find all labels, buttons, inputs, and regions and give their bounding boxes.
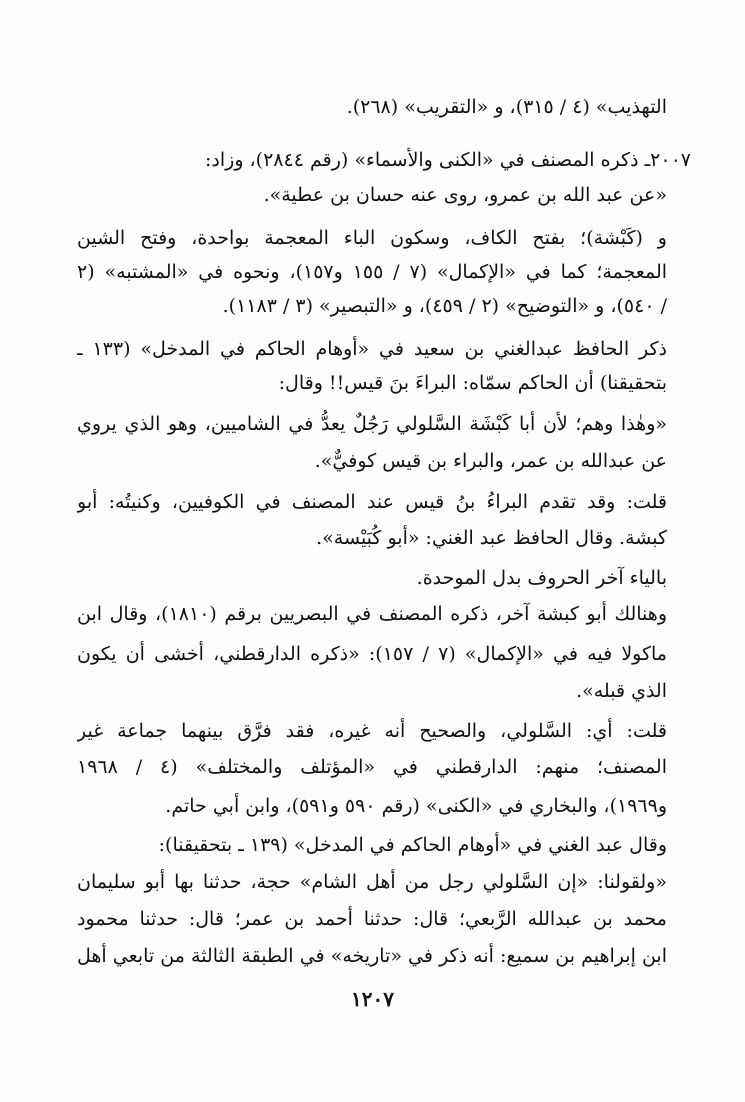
text-line: التهذيب» (٤ / ٣١٥)، و «التقريب» (٢٦٨). xyxy=(346,96,667,118)
text-line: الذي قبله». xyxy=(576,680,667,702)
text-line: / ٥٤٠)، و «التوضيح» (٢ / ٤٥٩)، و «التبصير» (٣ / ١١٨٣). xyxy=(222,295,667,317)
text-line: ذكر الحافظ عبدالغني بن سعيد في «أوهام الحاكم في المدخل» (١٣٣ ـ xyxy=(77,338,667,360)
text-line: محمد بن عبدالله الرَّبعي؛ قال: حدثنا أحمد بن عمر؛ قال: حدثنا محمود xyxy=(77,908,667,930)
text-line: بالياء آخر الحروف بدل الموحدة. xyxy=(416,567,667,589)
text-line: ماكولا فيه في «الإكمال» (٧ / ١٥٧): «ذكره الدارقطني، أخشى أن يكون xyxy=(77,643,667,665)
text-line: قلت: أي: السَّلولي، والصحيح أنه غيره، فقد فرَّق بينهما جماعة غير xyxy=(77,720,667,742)
text-line: «عن عبد الله بن عمرو، روى عنه حسان بن عطية». xyxy=(263,184,667,206)
text-line: المصنف؛ منهم: الدارقطني في «المؤتلف والمختلف» (٤ / ١٩٦٨ xyxy=(77,756,667,778)
page-number: ١٢٠٧ xyxy=(351,987,394,1011)
entry-heading-line: ٢٠٠٧ـ ذكره المصنف في «الكنى والأسماء» (رقم ٢٨٤٤)، وزاد: xyxy=(205,149,691,171)
text-line: و (كَبْشة)؛ بفتح الكاف، وسكون الباء المعجمة بواحدة، وفتح الشين xyxy=(77,227,667,249)
text-line: المعجمة؛ كما في «الإكمال» (٧ / ١٥٥ و١٥٧)، ونحوه في «المشتبه» (٢ xyxy=(77,261,667,283)
text-line: «وهٰذا وهم؛ لأن أبا كَبْشَة السَّلولي رَجُلٌ يعدُّ في الشاميين، وهو الذي يروي xyxy=(77,413,667,435)
text-line: ابن إبراهيم بن سميع: أنه ذكر في «تاريخه» في الطبقة الثالثة من تابعي أهل xyxy=(77,945,667,967)
text-line: قلت: وقد تقدم البراءُ بنُ قيس عند المصنف في الكوفيين، وكنيتُه: أبو xyxy=(77,491,667,513)
text-line: «ولقولنا: «إن السَّلولي رجل من أهل الشام» حجة، حدثنا بها أبو سليمان xyxy=(77,871,667,893)
text-line: وهنالك أبو كبشة آخر، ذكره المصنف في البصريين برقم (١٨١٠)، وقال ابن xyxy=(77,603,667,625)
text-line: بتحقيقنا) أن الحاكم سمّاه: البراءَ بنَ قيس!! وقال: xyxy=(278,372,667,394)
text-line: وقال عبد الغني في «أوهام الحاكم في المدخل» (١٣٩ ـ بتحقيقنا): xyxy=(158,834,667,856)
text-line: و١٩٦٩)، والبخاري في «الكنى» (رقم ٥٩٠ و٥٩١)، وابن أبي حاتم. xyxy=(165,795,667,817)
text-line: كبشة. وقال الحافظ عبد الغني: «أبو كُبَيْسة». xyxy=(316,527,667,549)
text-line: عن عبدالله بن عمر، والبراء بن قيس كوفيٌّ». xyxy=(314,450,667,472)
